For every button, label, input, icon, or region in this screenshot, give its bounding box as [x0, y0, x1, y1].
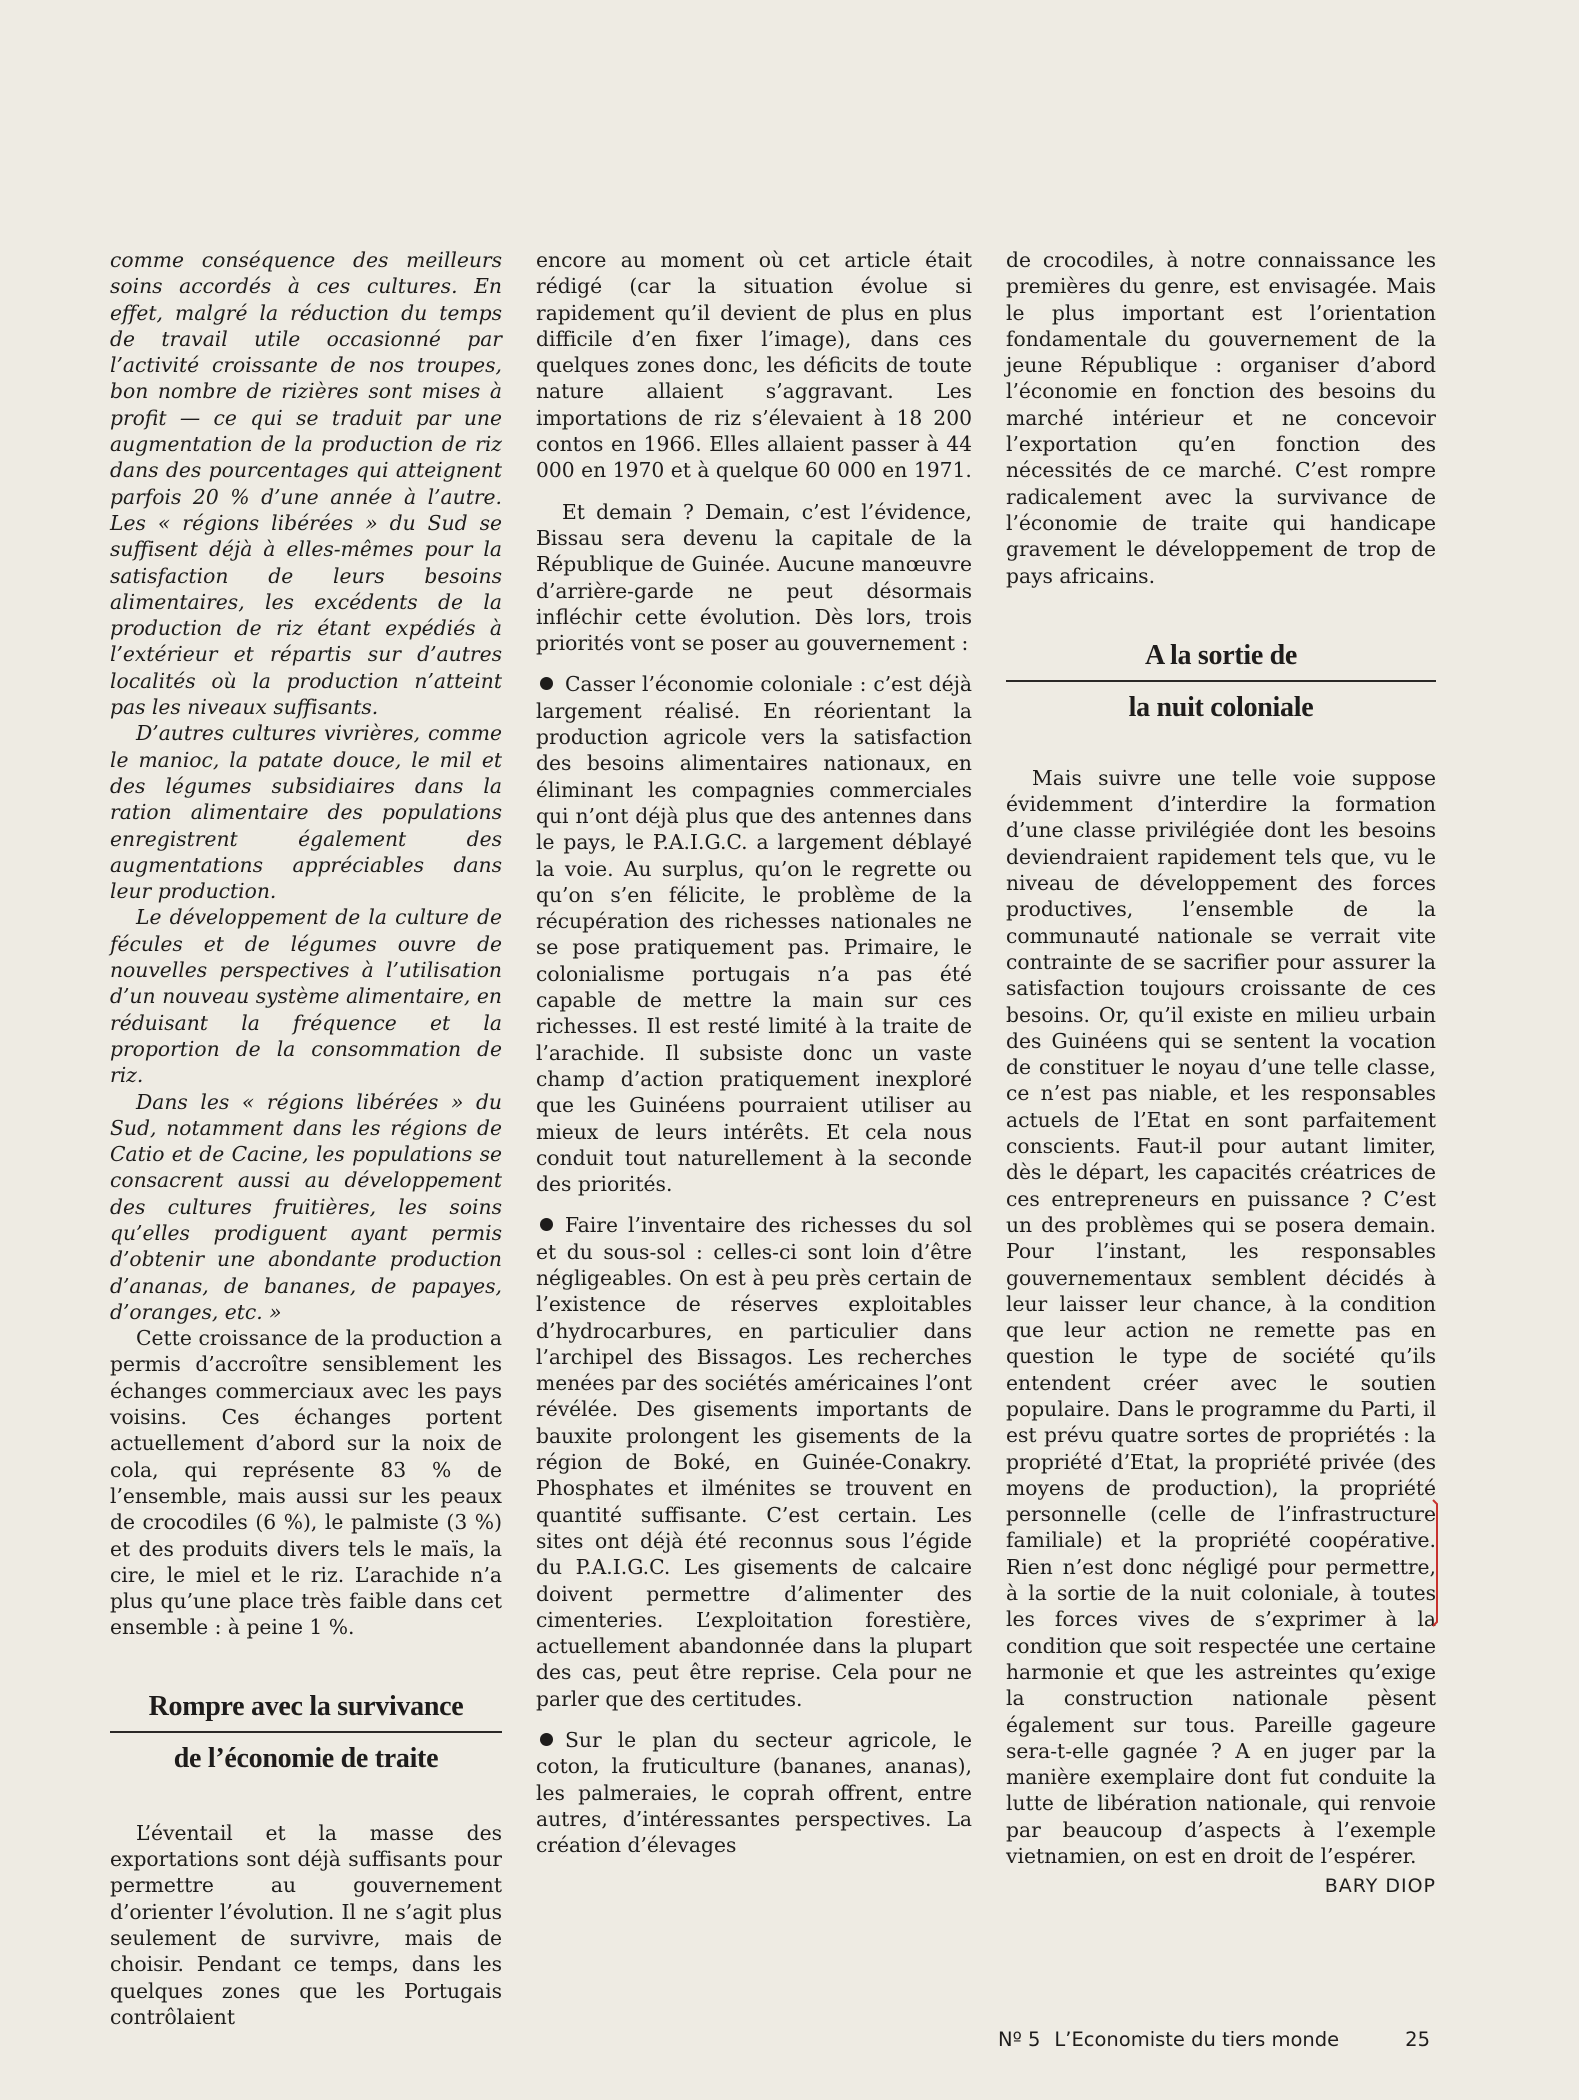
column-1: [110, 247, 502, 2030]
bullet-paragraph: [536, 1727, 972, 1858]
paragraph: comme conséquence des meilleurs soins accordés à ces cultures. En effet, malgré la réduction du temps de travail utile occasionné par l’activité croissante de nos troupes, bon nombre de rizières sont mises à profit — ce qui se traduit par une augmentation de la production de riz dans des pourcentages qui atteignent parfois 20 % d’une année à l’autre. Les « régions libérées » du Sud se suffisent déjà à elles-mêmes pour la satisfaction de leurs besoins alimentaires, les excédents de la production de riz étant expédiés à l’extérieur et répartis sur d’autres localités où la production n’atteint pas les niveaux suffisants.: [110, 248, 502, 720]
bullet-text: Sur le plan du secteur agricole, le coton, la fruticulture (bananes, ananas), les palmeraies, le coprah offrent, entre autres, d’intéressantes perspectives. La création d’élevages: [536, 1728, 972, 1858]
column-3: [1006, 247, 1436, 1900]
paragraph: Mais suivre une telle voie suppose évidemment d’interdire la formation d’une classe privilégiée dont les besoins deviendraient rapidement tels que, vu le niveau de développement des forces productives, l’ensemble de la communauté nationale se verrait vite contrainte de se sacrifier pour assurer la satisfaction toujours croissante de ces besoins. Or, qu’il existe en milieu urbain des Guinéens qui se sentent la vocation de constituer le noyau d’une telle classe, ce n’est pas niable, et les responsables actuels de l’Etat en sont parfaitement conscients. Faut-il pour autant limiter, dès le départ, les capacités créatrices de ces entrepreneurs en puissance ? C’est un des problèmes qui se posera demain. Pour l’instant, les responsables gouvernementaux semblent décidés à leur laisser leur chance, à la condition que leur action ne remette pas en question le type de société qu’ils entendent créer avec le soutien populaire. Dans le programme du Parti, il est prévu quatre sortes de propriétés : la propriété d’Etat, la propriété privée (des moyens de production), la propriété personnelle (celle de l’infrastructure familiale) et la propriété coopérative. Rien n’est donc négligé pour permettre, à la sortie de la nuit coloniale, à toutes les forces vives de s’exprimer à la condition que soit respectée une certaine harmonie et que les astreintes qu’exige la construction nationale pèsent également sur tous. Pareille gageure sera-t-elle gagnée ? A en juger par la manière exemplaire dont fut conduite la lutte de libération nationale, qui renvoie par beaucoup d’aspects à l’exemple vietnamien, on est en droit de l’espérer.: [1006, 765, 1436, 1869]
publication-name: L’Economiste du tiers monde: [1054, 2028, 1340, 2051]
heading-rule: [110, 1731, 502, 1733]
paragraph: Le développement de la culture de fécules et de légumes ouvre de nouvelles perspectives à l’utilisation d’un nouveau système alimentaire, en réduisant la fréquence et la proportion de la consommation de riz.: [110, 905, 502, 1088]
section-heading-line-2: de l’économie de traite: [173, 1742, 439, 1774]
bullet-text: Casser l’économie coloniale : c’est déjà largement réalisé. En réorientant la production agricole vers la satisfaction des besoins alimentaires nationaux, en éliminant les compagnies commerciales qui n’ont déjà plus que des antennes dans le pays, le P.A.I.G.C. a largement déblayé la voie. Au surplus, qu’on le regrette ou qu’on s’en félicite, le problème de la récupération des richesses nationales ne se pose pratiquement pas. Primaire, le colonialisme portugais n’a pas été capable de mettre la main sur ces richesses. Il est resté limité à la traite de l’arachide. Il subsiste donc un vaste champ d’action pratiquement inexploré que les Guinéens pourraient utiliser au mieux de leurs intérêts. Et cela nous conduit tout naturellement à la seconde des priorités.: [536, 672, 972, 1197]
author-signature: BARY DIOP: [1324, 1875, 1436, 1898]
column-2: [536, 247, 972, 1859]
margin-mark-icon: [1432, 1498, 1440, 1628]
paragraph: Cette croissance de la production a permis d’accroître sensiblement les échanges commerciaux avec les pays voisins. Ces échanges portent actuellement d’abord sur la noix de cola, qui représente 83 % de l’ensemble, mais aussi sur les peaux de crocodiles (6 %), le palmiste (3 %) et des produits divers tels le maïs, la cire, le miel et le riz. L’arachide n’a plus qu’une place très faible dans cet ensemble : à peine 1 %.: [110, 1326, 502, 1640]
bullet-text: Faire l’inventaire des richesses du sol et du sous-sol : celles-ci sont loin d’être négligeables. On est à peu près certain de l’existence de réserves exploitables d’hydrocarbures, en particulier dans l’archipel des Bissagos. Les recherches menées par des sociétés américaines l’ont révélée. Des gisements importants de bauxite prolongent les gisements de la région de Boké, en Guinée-Conakry. Phosphates et ilménites se trouvent en quantité suffisante. C’est certain. Les sites ont déjà été reconnus sous l’égide du P.A.I.G.C. Les gisements de calcaire doivent permettre d’alimenter des cimenteries. L’exploitation forestière, actuellement abandonnée dans la plupart des cas, peut être reprise. Cela pour ne parler que des certitudes.: [536, 1213, 972, 1711]
bullet-paragraph: [536, 1212, 972, 1712]
page-number: 25: [1405, 2028, 1430, 2051]
page-footer: [998, 2028, 1430, 2051]
section-heading-line-1: Rompre avec la survivance: [148, 1690, 464, 1722]
paragraph: Dans les « régions libérées » du Sud, notamment dans les régions de Catio et de Cacine, les populations se consacrent aussi au développement des cultures fruitières, les soins qu’elles prodiguent ayant permis d’obtenir une abondante production d’ananas, de bananes, de papayes, d’oranges, etc. »: [110, 1089, 502, 1324]
section-heading-line-1: A la sortie de: [1144, 639, 1298, 671]
paragraph: Et demain ? Demain, c’est l’évidence, Bissau sera devenu la capitale de la République de Guinée. Aucune manœuvre d’arrière-garde ne peut désormais infléchir cette évolution. Dès lors, trois priorités vont se poser au gouvernement :: [536, 499, 972, 656]
bullet-icon: [540, 1733, 553, 1746]
bullet-icon: [540, 1218, 553, 1231]
paragraph: L’éventail et la masse des exportations sont déjà suffisants pour permettre au gouvernement d’orienter l’évolution. Il ne s’agit plus seulement de survivre, mais de choisir. Pendant ce temps, dans les quelques zones que les Portugais contrôlaient: [110, 1820, 502, 2029]
section-heading-line-2: la nuit coloniale: [1128, 691, 1314, 723]
issue-number: Nº 5: [998, 2028, 1041, 2051]
paragraph: de crocodiles, à notre connaissance les premières du genre, est envisagée. Mais le plus important est l’orientation fondamentale du gouvernement de la jeune République : organiser d’abord l’économie en fonction des besoins du marché intérieur et ne concevoir l’exportation qu’en fonction des nécessités de ce marché. C’est rompre radicalement avec la survivance de l’économie de traite qui handicape gravement le développement de trop de pays africains.: [1006, 248, 1436, 588]
section-heading: [1006, 639, 1436, 725]
section-heading: [110, 1690, 502, 1776]
bullet-paragraph: [536, 671, 972, 1197]
bullet-icon: [540, 677, 553, 690]
paragraph: D’autres cultures vivrières, comme le manioc, la patate douce, le mil et des légumes subsidiaires dans la ration alimentaire des populations enregistrent également des augmentations appréciables dans leur production.: [110, 721, 502, 904]
paragraph: encore au moment où cet article était rédigé (car la situation évolue si rapidement qu’il devient de plus en plus difficile d’en fixer l’image), dans ces quelques zones donc, les déficits de toute nature allaient s’aggravant. Les importations de riz s’élevaient à 18 200 contos en 1966. Elles allaient passer à 44 000 en 1970 et à quelque 60 000 en 1971.: [536, 248, 972, 483]
heading-rule: [1006, 680, 1436, 682]
